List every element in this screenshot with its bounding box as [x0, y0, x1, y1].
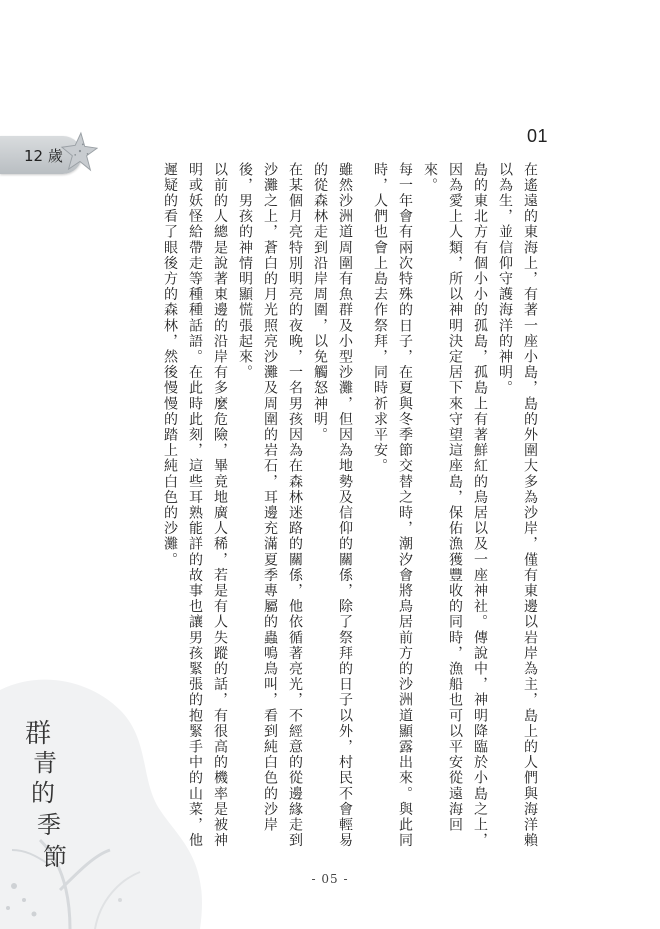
- age-tab-label: 12 歲: [24, 147, 63, 165]
- page-number: - 05 -: [311, 872, 349, 886]
- book-title-char: 節: [43, 843, 67, 871]
- paragraph-5: 在某個月亮特別明亮的夜晚，一名男孩因為在森林迷路的關係，他依循著亮光，不經意的從邊緣走到沙灘之上，蒼白的月光照亮沙灘及周圍的岩石，耳邊充滿夏季專屬的蟲鳴鳥叫，看到純白色的沙岸後，男孩的神情明顯慌張起來。: [237, 162, 303, 849]
- paragraph-3: 每一年會有兩次特殊的日子，在夏與冬季節交替之時，潮汐會將鳥居前方的沙洲道顯露出來。與此同時，人們也會上島去作祭拜，同時祈求平安。: [372, 162, 413, 849]
- starfish-icon: [60, 130, 98, 174]
- book-title: [25, 713, 89, 883]
- paragraph-6: 以前的人總是說著東邊的沿岸有多麼危險，畢竟地廣人稀，若是有人失蹤的話，有很高的機率是被神明或妖怪給帶走等種種話語。在此時此刻，這些耳熟能詳的故事也讓男孩緊張的抱緊手中的山菜，他遲疑的看了眼後方的森林，然後慢慢的踏上純白色的沙灘。: [162, 162, 228, 849]
- book-title-char: 群: [25, 719, 52, 749]
- book-title-char: 的: [31, 779, 55, 807]
- book-title-char: 季: [37, 811, 61, 839]
- chapter-number: 01: [526, 126, 548, 146]
- paragraph-2: 島的東北方有個小小的孤島，孤島上有著鮮紅的鳥居以及一座神社。傳說中，神明降臨於小島之上，因為愛上人類，所以神明決定居下來守望這座島，保佑漁獲豐收的同時，漁船也可以平安從遠海回來。: [422, 162, 488, 849]
- book-title-char: 青: [33, 749, 57, 777]
- paragraph-1: 在遙遠的東海上，有著一座小島，島的外圍大多為沙岸，僅有東邊以岩岸為主，島上的人們與海洋賴以為生，並信仰守護海洋的神明。: [497, 162, 538, 849]
- paragraph-4: 雖然沙洲道周圍有魚群及小型沙灘，但因為地勢及信仰的關係，除了祭拜的日子以外，村民不會輕易的從森林走到沿岸周圍，以免觸怒神明。: [312, 162, 353, 849]
